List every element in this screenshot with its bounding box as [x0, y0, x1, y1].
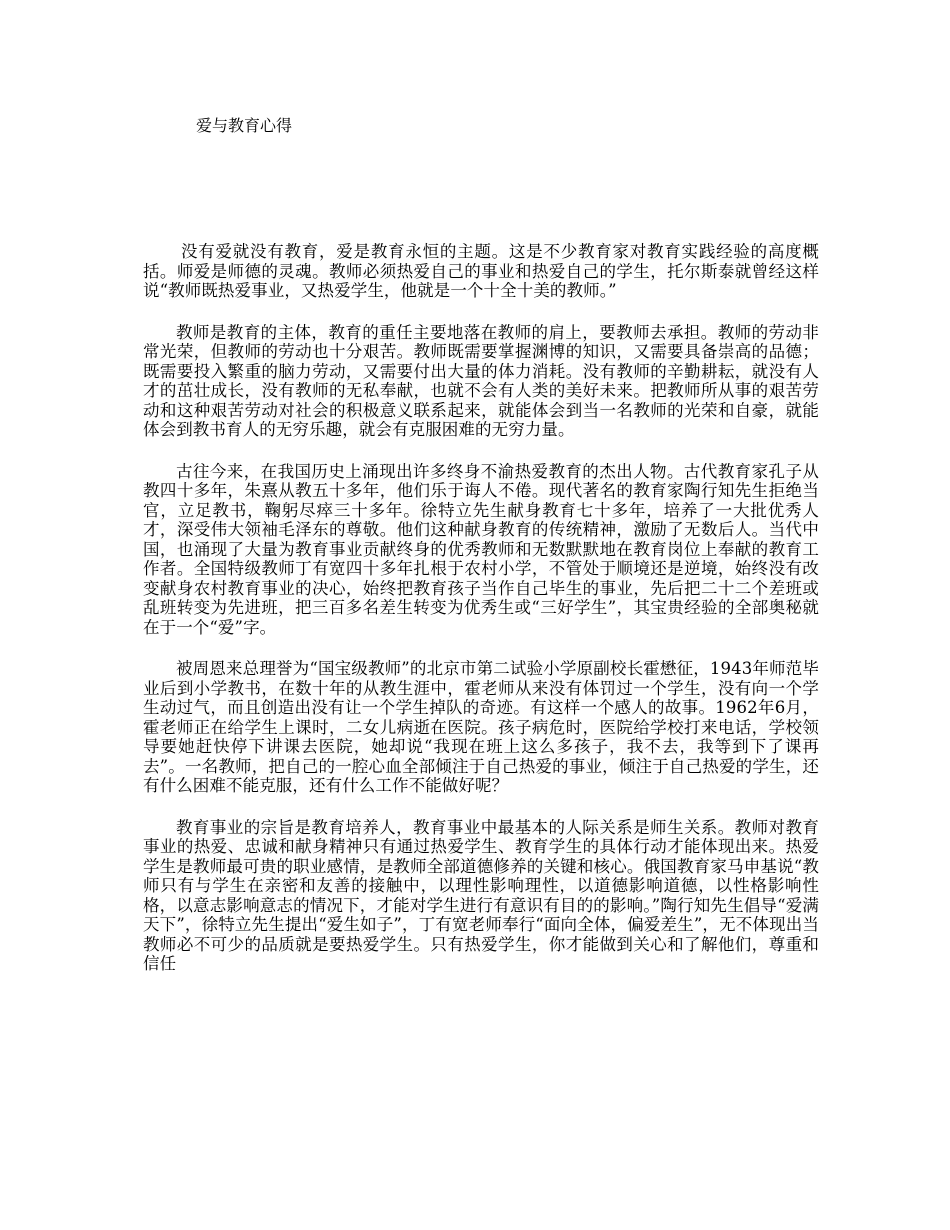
paragraph: 教育事业的宗旨是教育培养人，教育事业中最基本的人际关系是师生关系。教师对教育事业的热爱、忠诚和献身精神只有通过热爱学生、教育学生的具体行动才能体现出来。热爱学生是教师最可贵的职业感情，是教师全部道德修养的关键和核心。俄国教育家马申基说“教师只有与学生在亲密和友善的接触中，以理性影响理性，以道德影响道德，以性格影响性格，以意志影响意志的情况下，才能对学生进行有意识有目的的影响。”陶行知先生倡导“爱满天下”，徐特立先生提出“爱生如子”，丁有宽老师奉行“面向全体，偏爱差生”，无不体现出当教师必不可少的品质就是要热爱学生。只有热爱学生，你才能做到关心和了解他们，尊重和信任: [143, 817, 819, 973]
paragraph: 古往今来，在我国历史上涌现出许多终身不渝热爱教育的杰出人物。古代教育家孔子从教四十多年，朱熹从教五十多年，他们乐于诲人不倦。现代著名的教育家陶行知先生拒绝当官，立足教书，鞠躬尽瘁三十多年。徐特立先生献身教育七十多年，培养了一大批优秀人才，深受伟大领袖毛泽东的尊敬。他们这种献身教育的传统精神，激励了无数后人。当代中国，也涌现了大量为教育事业贡献终身的优秀教师和无数默默地在教育岗位上奉献的教育工作者。全国特级教师丁有宽四十多年扎根于农村小学，不管处于顺境还是逆境，始终没有改变献身农村教育事业的决心，始终把教育孩子当作自己毕生的事业，先后把二十二个差班或乱班转变为先进班，把三百多名差生转变为优秀生或“三好学生”，其宝贵经验的全部奥秘就在于一个“爱”字。: [143, 461, 819, 637]
paragraph: 没有爱就没有教育，爱是教育永恒的主题。这是不少教育家对教育实践经验的高度概括。师爱是师德的灵魂。教师必须热爱自己的事业和热爱自己的学生，托尔斯泰就曾经这样说“教师既热爱事业，又热爱学生，他就是一个十全十美的教师。”: [143, 242, 819, 300]
document-body: [143, 242, 819, 996]
document-title: 爱与教育心得: [196, 116, 293, 135]
paragraph: 教师是教育的主体，教育的重任主要地落在教师的肩上，要教师去承担。教师的劳动非常光荣，但教师的劳动也十分艰苦。教师既需要掌握渊博的知识，又需要具备崇高的品德；既需要投入繁重的脑力劳动，又需要付出大量的体力消耗。没有教师的辛勤耕耘，就没有人才的茁壮成长，没有教师的无私奉献，也就不会有人类的美好未来。把教师所从事的艰苦劳动和这种艰苦劳动对社会的积极意义联系起来，就能体会到当一名教师的光荣和自豪，就能体会到教书育人的无穷乐趣，就会有克服困难的无穷力量。: [143, 322, 819, 439]
paragraph: 被周恩来总理誉为“国宝级教师”的北京市第二试验小学原副校长霍懋征，1943年师范毕业后到小学教书，在数十年的从教生涯中，霍老师从来没有体罚过一个学生，没有向一个学生动过气，而且创造出没有让一个学生掉队的奇迹。有这样一个感人的故事。1962年6月，霍老师正在给学生上课时，二女儿病逝在医院。孩子病危时，医院给学校打来电话，学校领导要她赶快停下讲课去医院，她却说“我现在班上这么多孩子，我不去，我等到下了课再去”。一名教师，把自己的一腔心血全部倾注于自己热爱的事业，倾注于自己热爱的学生，还有什么困难不能克服，还有什么工作不能做好呢？: [143, 659, 819, 795]
